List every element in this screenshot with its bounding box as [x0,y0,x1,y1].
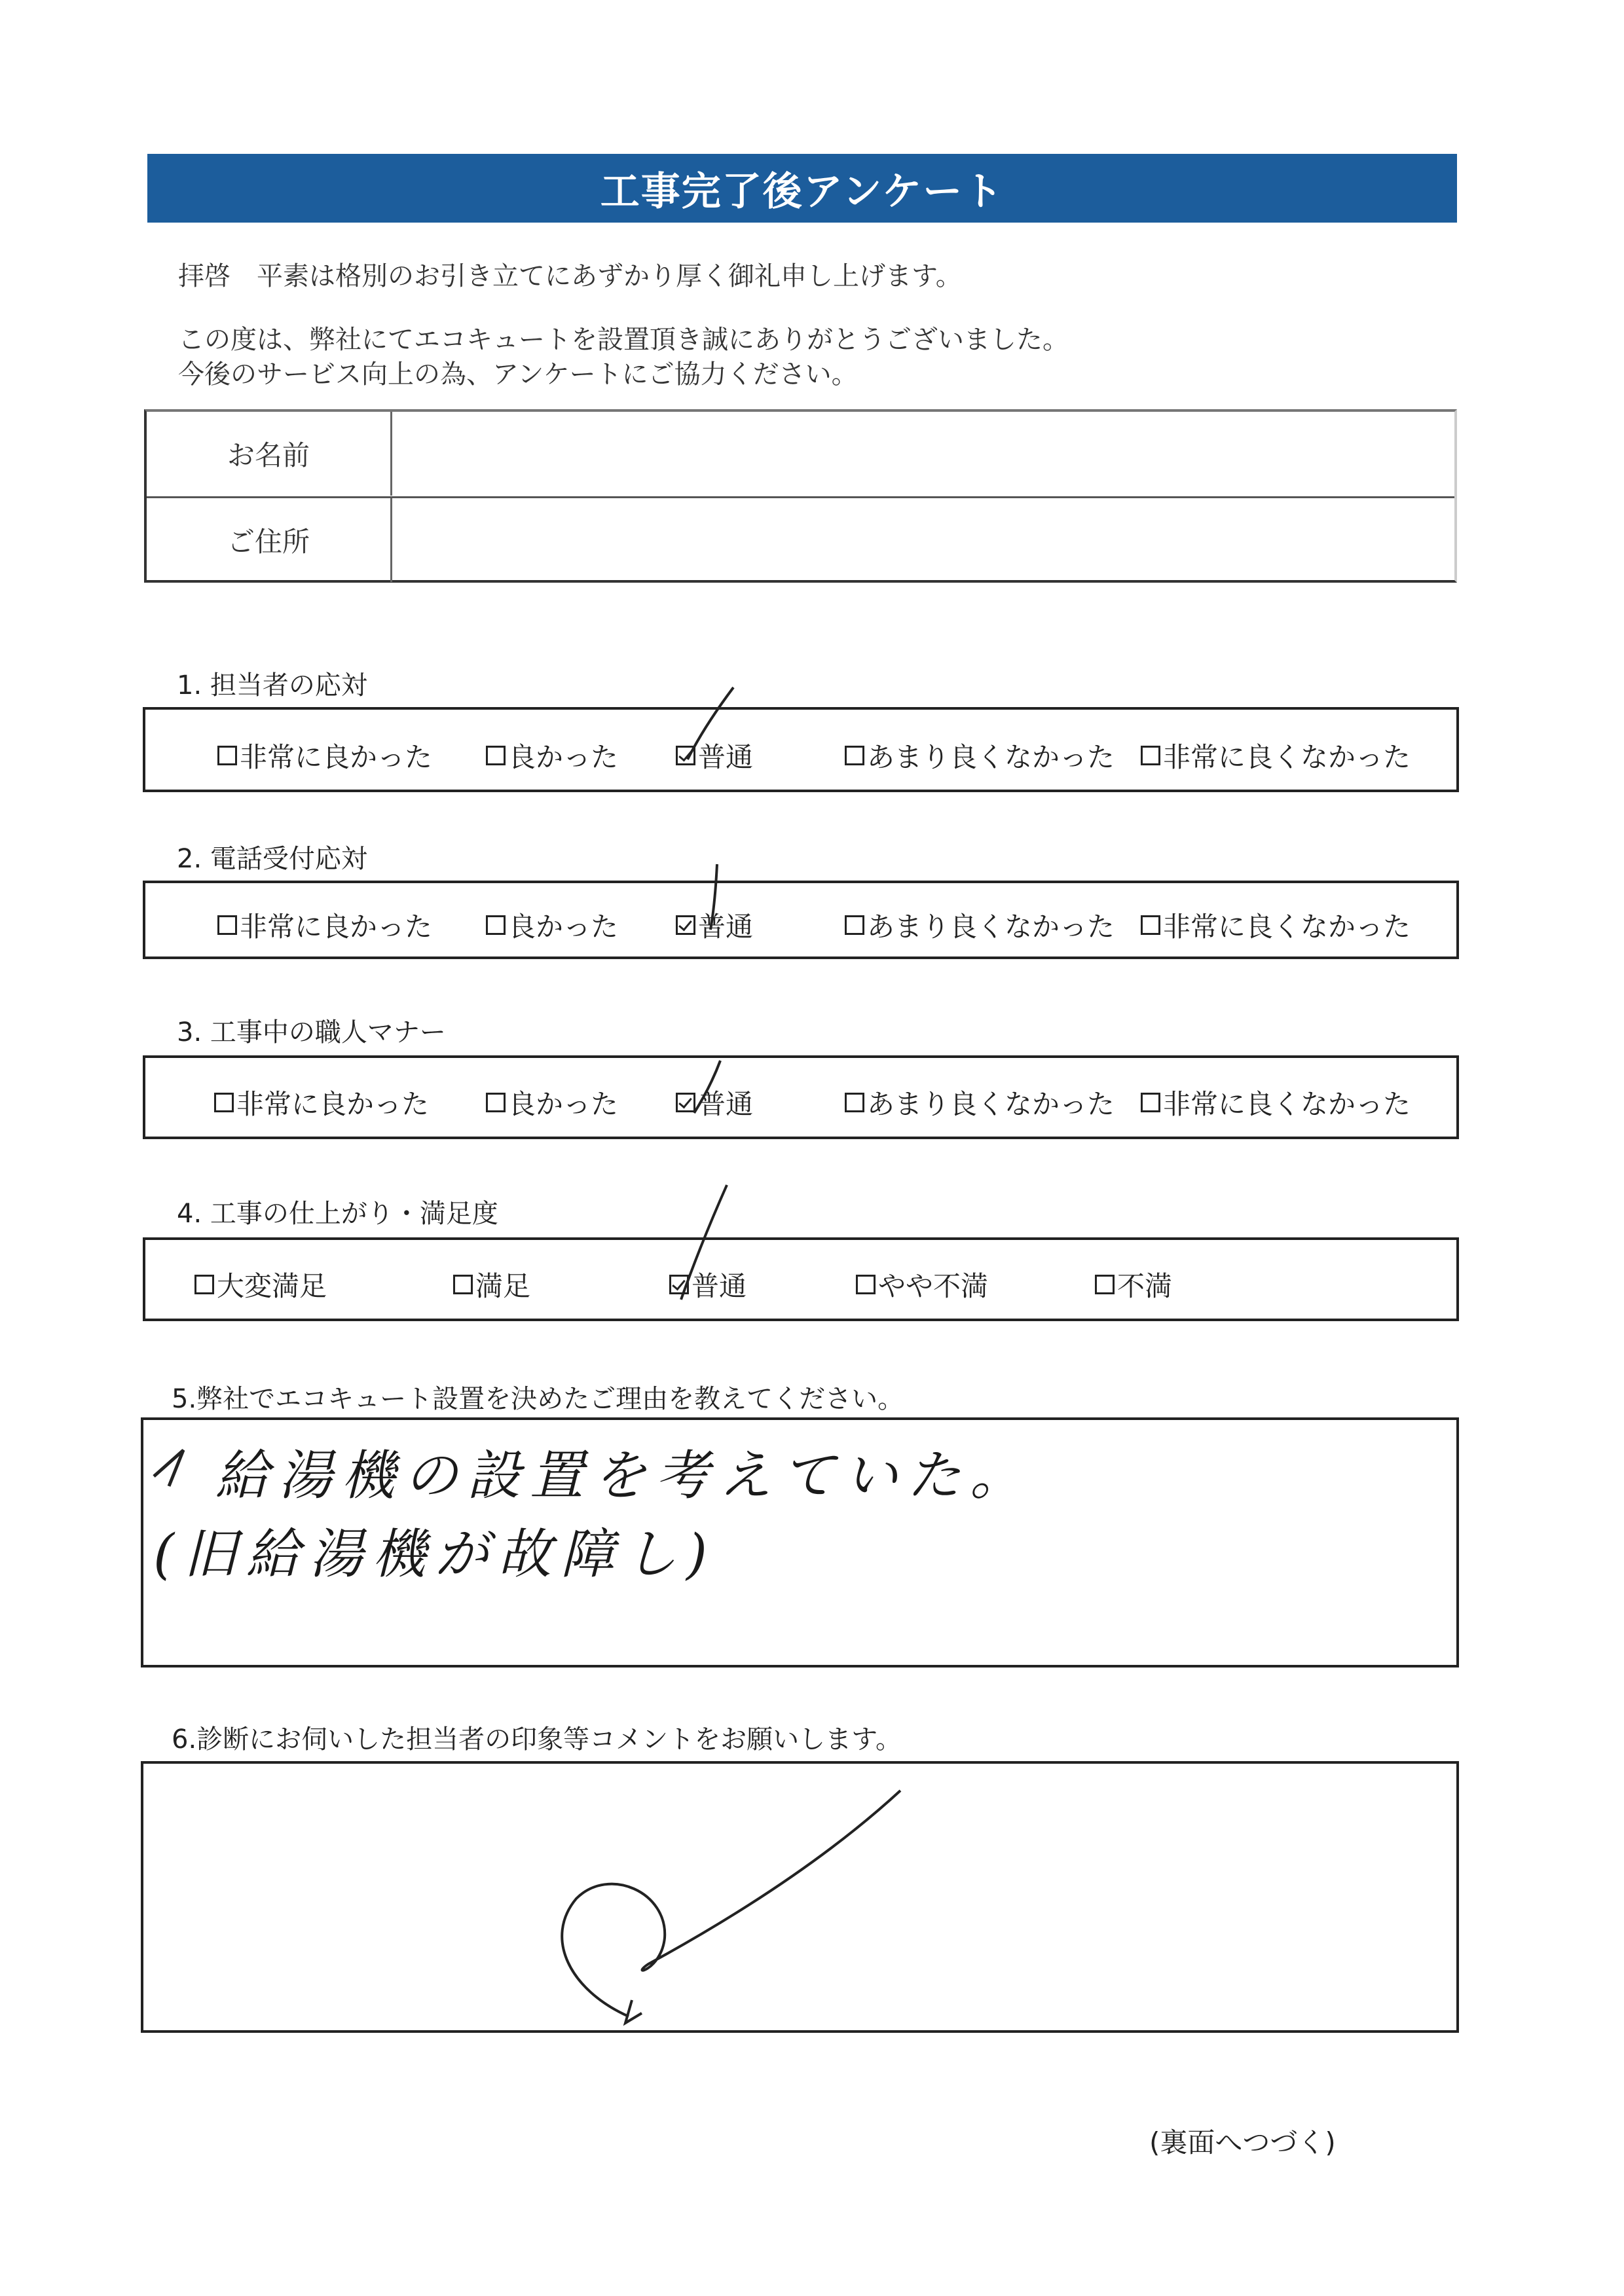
checkbox-icon[interactable] [486,746,506,765]
q4-option-4[interactable]: やや不満 [856,1265,988,1304]
checkbox-icon[interactable] [1141,915,1160,935]
checkbox-icon[interactable] [214,1093,234,1112]
name-label: お名前 [147,412,392,496]
request-text: 今後のサービス向上の為、アンケートにご協力ください。 [178,359,858,390]
checkbox-icon[interactable] [845,915,864,935]
checkbox-icon[interactable] [1095,1275,1115,1294]
checkbox-icon[interactable] [486,915,506,935]
checkbox-icon[interactable] [194,1275,214,1294]
checkbox-icon[interactable] [856,1275,876,1294]
q2-option-3[interactable]: 普通 [676,905,753,945]
q3-option-1[interactable]: 非常に良かった [214,1083,429,1122]
q1-option-3[interactable]: 普通 [676,736,753,775]
q2-option-2[interactable]: 良かった [486,905,618,945]
thanks-text: この度は、弊社にてエコキュートを設置頂き誠にありがとうございました。 [178,325,1069,355]
checked-checkbox-icon[interactable] [676,1093,695,1112]
greeting-text: 拝啓 平素は格別のお引き立てにあずかり厚く御礼申し上げます。 [178,261,962,291]
checked-checkbox-icon[interactable] [669,1275,689,1294]
question-2-title: 2. 電話受付応対 [177,844,367,874]
q1-option-4[interactable]: あまり良くなかった [845,736,1115,775]
checkbox-icon[interactable] [1141,746,1160,765]
q2-option-1[interactable]: 非常に良かった [217,905,432,945]
checkbox-icon[interactable] [217,746,237,765]
q3-option-3[interactable]: 普通 [676,1083,753,1122]
q4-option-2[interactable]: 満足 [453,1265,530,1304]
continue-on-back-note: (裏面へつづく) [1149,2126,1336,2159]
checkbox-icon[interactable] [845,1093,864,1112]
question-3-title: 3. 工事中の職人マナー [177,1017,446,1048]
question-5-answer-box[interactable] [141,1417,1459,1667]
address-row [147,496,1454,582]
question-4-options [143,1237,1459,1321]
question-1-title: 1. 担当者の応対 [177,670,367,701]
question-3-options [143,1055,1459,1139]
q1-option-1[interactable]: 非常に良かった [217,736,432,775]
q4-option-3[interactable]: 普通 [669,1265,747,1304]
name-field[interactable] [392,412,1454,496]
checkbox-icon[interactable] [217,915,237,935]
checkbox-icon[interactable] [453,1275,473,1294]
question-2-options [143,881,1459,959]
handwritten-answer-line-1: 給湯機の設置を考えていた。 [215,1445,1033,1507]
checked-checkbox-icon[interactable] [676,915,695,935]
address-label: ご住所 [147,498,392,582]
question-6-answer-box[interactable] [141,1761,1459,2033]
checkbox-icon[interactable] [486,1093,506,1112]
q1-option-2[interactable]: 良かった [486,736,618,775]
question-5-title: 5.弊社でエコキュート設置を決めたご理由を教えてください。 [172,1384,904,1414]
question-6-title: 6.診断にお伺いした担当者の印象等コメントをお願いします。 [172,1724,902,1755]
question-1-options [143,707,1459,792]
q2-option-4[interactable]: あまり良くなかった [845,905,1115,945]
survey-title: 工事完了後アンケート [147,154,1457,223]
q1-option-5[interactable]: 非常に良くなかった [1141,736,1411,775]
checkbox-icon[interactable] [845,746,864,765]
q3-option-5[interactable]: 非常に良くなかった [1141,1083,1411,1122]
question-4-title: 4. 工事の仕上がり・満足度 [177,1199,498,1229]
q4-option-5[interactable]: 不満 [1095,1265,1172,1304]
checked-checkbox-icon[interactable] [676,746,695,765]
name-row [147,412,1454,496]
address-field[interactable] [392,498,1454,582]
q3-option-2[interactable]: 良かった [486,1083,618,1122]
checkbox-icon[interactable] [1141,1093,1160,1112]
handwritten-answer-line-2: (旧給湯機が故障し) [153,1523,716,1586]
q4-option-1[interactable]: 大変満足 [194,1265,327,1304]
q2-option-5[interactable]: 非常に良くなかった [1141,905,1411,945]
q3-option-4[interactable]: あまり良くなかった [845,1083,1115,1122]
customer-info-table [144,409,1457,583]
